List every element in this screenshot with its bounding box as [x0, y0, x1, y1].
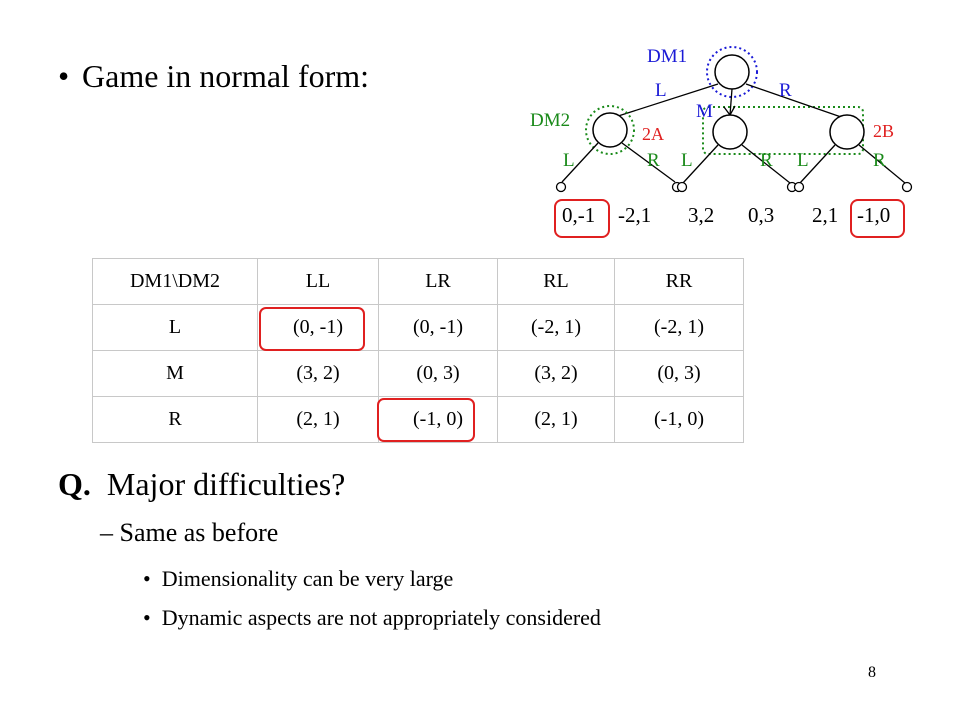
bullet-dot: •	[143, 605, 151, 630]
table-cell: M	[93, 351, 258, 397]
table-cell: (0, -1)	[379, 305, 498, 351]
sub-sub-bullet-text: Dimensionality can be very large	[161, 566, 454, 591]
table-cell: (3, 2)	[258, 351, 379, 397]
question-line	[58, 466, 345, 503]
table-highlight-l-ll	[259, 307, 365, 351]
edge-label-2a-r: R	[647, 150, 660, 171]
table-cell: (-2, 1)	[615, 305, 744, 351]
table-cell: (-1, 0)	[615, 397, 744, 443]
sub-sub-bullet	[143, 605, 601, 631]
table-cell: (3, 2)	[498, 351, 615, 397]
table-header-cell: RR	[615, 259, 744, 305]
payoff-2: -2,1	[618, 203, 652, 227]
dm2-node-middle	[713, 115, 747, 149]
leaf-node	[557, 183, 566, 192]
question-label: Q.	[58, 466, 91, 502]
table-cell: L	[93, 305, 258, 351]
info-set-2a-label: 2A	[642, 124, 664, 144]
table-cell: (0, 3)	[379, 351, 498, 397]
info-set-2b-label: 2B	[873, 121, 895, 141]
dm2-node-right	[830, 115, 864, 149]
table-cell: (2, 1)	[258, 397, 379, 443]
sub-sub-bullet	[143, 566, 453, 592]
bullet-dot: •	[143, 566, 151, 591]
leaf-node	[678, 183, 687, 192]
edge-label-2a-l: L	[563, 150, 575, 171]
sub-bullet-text: Same as before	[119, 518, 279, 547]
sub-bullet	[100, 518, 278, 548]
edge-label-root-r: R	[779, 80, 792, 101]
edge-root-right	[746, 84, 844, 118]
payoff-6: -1,0	[857, 203, 891, 227]
edge-label-root-l: L	[655, 80, 667, 101]
table-header-cell: RL	[498, 259, 615, 305]
dm2-label: DM2	[530, 110, 571, 131]
table-cell: R	[93, 397, 258, 443]
edge-label-m-l: L	[681, 150, 693, 171]
table-cell: (2, 1)	[498, 397, 615, 443]
table-highlight-r-lr	[377, 398, 475, 442]
sub-sub-bullet-text: Dynamic aspects are not appropriately considered	[161, 605, 601, 630]
table-cell: (-2, 1)	[498, 305, 615, 351]
dm2-node-2a	[593, 113, 627, 147]
page-number: 8	[868, 664, 876, 681]
bullet-dot: •	[58, 58, 70, 94]
payoff-5: 2,1	[812, 203, 839, 227]
dm1-node	[715, 55, 749, 89]
leaf-node	[903, 183, 912, 192]
edge-label-r-r: R	[873, 150, 886, 171]
edge-label-root-m: M	[696, 101, 713, 122]
edge-label-r-l: L	[797, 150, 809, 171]
leaf-node	[795, 183, 804, 192]
bullet-text: Game in normal form:	[82, 58, 370, 94]
table-header-cell: DM1\DM2	[93, 259, 258, 305]
payoff-1: 0,-1	[562, 203, 596, 227]
table-row	[93, 305, 744, 351]
table-header-cell: LL	[258, 259, 379, 305]
table-row	[93, 351, 744, 397]
table-header-cell: LR	[379, 259, 498, 305]
edge-label-m-r: R	[760, 150, 773, 171]
dash-marker: –	[100, 518, 113, 547]
payoff-3: 3,2	[688, 203, 715, 227]
table-header-row	[93, 259, 744, 305]
table-cell: (-1, 0)	[379, 397, 498, 443]
payoff-4: 0,3	[748, 203, 775, 227]
question-text: Major difficulties?	[106, 466, 346, 502]
table-cell: (0, 3)	[615, 351, 744, 397]
table-cell: (0, -1)	[258, 305, 379, 351]
dm1-label: DM1	[647, 46, 688, 67]
